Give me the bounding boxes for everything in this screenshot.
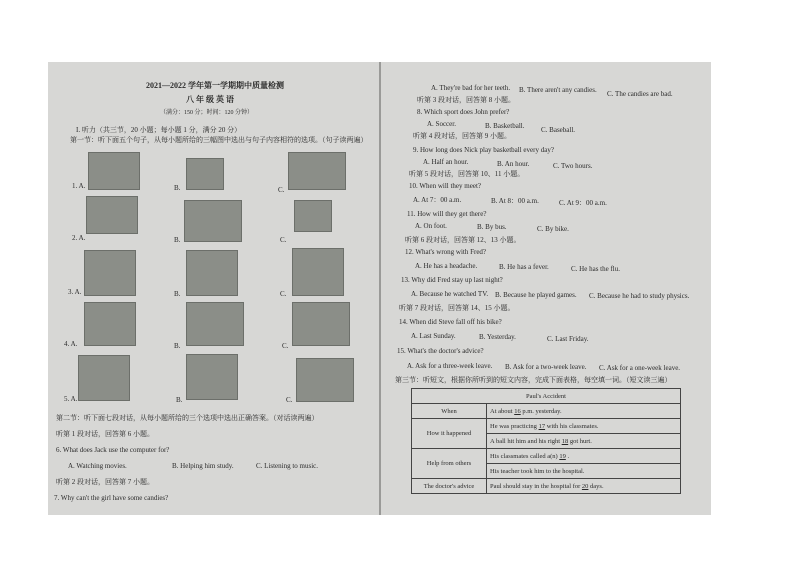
listen-6-instruction: 听第 6 段对话，回答第 12、13 小题。 [405, 236, 521, 244]
q8-option-c: C. Baseball. [541, 126, 576, 134]
pic-2b-image [184, 200, 242, 242]
row-how-value-2: A ball hit him and his right 18 got hurt. [487, 434, 681, 449]
q11-option-a: A. On foot. [415, 222, 447, 230]
pic-3a-image [84, 250, 136, 296]
exam-meta: （满分：150 分；时间：120 分钟） [160, 110, 254, 116]
question-14: 14. When did Steve fall off his bike? [399, 318, 502, 326]
q15-option-a: A. Ask for a three-week leave. [407, 362, 493, 370]
question-13: 13. Why did Fred stay up last night? [401, 276, 503, 284]
pic-row-2-label-b: B. [174, 236, 181, 244]
q13-option-b: B. Because he played games. [495, 291, 577, 299]
q6-option-b: B. Helping him study. [172, 462, 234, 470]
pic-row-3-label-c: C. [280, 290, 287, 298]
pic-2c-image [294, 200, 332, 232]
row-how-value-1: He was practicing 17 with his classmates. [487, 419, 681, 434]
pic-row-2-label-c: C. [280, 236, 287, 244]
q8-option-a: A. Soccer. [427, 120, 456, 128]
q9-option-a: A. Half an hour. [423, 158, 469, 166]
blank-16[interactable]: 16 [514, 407, 521, 415]
listen-3-instruction: 听第 3 段对话，回答第 8 小题。 [417, 96, 515, 104]
q12-option-b: B. He has a fever. [499, 263, 549, 271]
q7-option-c: C. The candies are bad. [607, 90, 673, 98]
q14-option-c: C. Last Friday. [547, 335, 589, 343]
question-6: 6. What does Jack use the computer for? [56, 446, 170, 454]
pic-row-1-label-b: B. [174, 184, 181, 192]
pic-1c-image [288, 152, 346, 190]
row-help-value-2: His teacher took him to the hospital. [487, 464, 681, 479]
pic-row-5-label-a: 5. A. [64, 395, 78, 403]
pic-5a-image [78, 355, 130, 401]
q6-option-a: A. Watching movies. [68, 462, 127, 470]
pic-2a-image [86, 196, 138, 234]
q8-option-b: B. Basketball. [485, 122, 525, 130]
section2-instruction: 第二节：听下面七段对话，从每小题所给的三个选项中选出正确答案。（对话读两遍） [56, 414, 319, 422]
q6-option-c: C. Listening to music. [256, 462, 319, 470]
question-15: 15. What's the doctor's advice? [397, 347, 484, 355]
row-how-label: How it happened [412, 419, 487, 449]
q12-option-c: C. He has the flu. [571, 265, 620, 273]
blank-20[interactable]: 20 [581, 482, 589, 490]
row-help-value-1: His classmates called a(n) 19 . [487, 449, 681, 464]
listen-5-instruction: 听第 5 段对话，回答第 10、11 小题。 [409, 170, 525, 178]
question-11: 11. How will they get there? [407, 210, 487, 218]
pic-5c-image [296, 358, 354, 402]
q9-option-b: B. An hour. [497, 160, 530, 168]
pic-1b-image [186, 158, 224, 190]
pic-row-1-label-c: C. [278, 186, 285, 194]
section1-instruction: 第一节：听下面五个句子，从每小题所给的三幅图中选出与句子内容相符的选项。（句子读两遍） [70, 136, 368, 144]
question-10: 10. When will they meet? [409, 182, 481, 190]
q10-option-c: C. At 9：00 a.m. [559, 199, 607, 207]
pic-4c-image [292, 302, 350, 346]
pic-1a-image [88, 152, 140, 190]
listen-2-instruction: 听第 2 段对话，回答第 7 小题。 [56, 478, 154, 486]
pic-row-4-label-c: C. [282, 342, 289, 350]
pic-5b-image [186, 354, 238, 400]
q13-option-c: C. Because he had to study physics. [589, 292, 690, 300]
row-doctor-value: Paul should stay in the hospital for 20 days. [487, 479, 681, 494]
q12-option-a: A. He has a headache. [415, 262, 478, 270]
question-7: 7. Why can't the girl have some candies? [54, 494, 169, 502]
question-8: 8. Which sport does John prefer? [417, 108, 510, 116]
pic-row-2-label-a: 2. A. [72, 234, 86, 242]
exam-title: 2021—2022 学年第一学期期中质量检测 [146, 81, 284, 90]
pic-row-4-label-b: B. [174, 342, 181, 350]
q9-option-c: C. Two hours. [553, 162, 593, 170]
pic-row-3-label-b: B. [174, 290, 181, 298]
pic-row-5-label-c: C. [286, 396, 293, 404]
blank-17[interactable]: 17 [538, 422, 546, 430]
row-when-value: At about 16 p.m. yesterday. [487, 404, 681, 419]
table-title: Paul's Accident [412, 389, 681, 404]
pic-3c-image [292, 248, 344, 296]
section3-instruction: 第三节：听短文，根据你所听到的短文内容，完成下面表格，每空填一词。（短文读三遍） [395, 376, 672, 384]
q7-option-a: A. They're bad for her teeth. [431, 84, 511, 92]
listen-4-instruction: 听第 4 段对话，回答第 9 小题。 [413, 132, 511, 140]
right-exam-page [381, 62, 711, 515]
blank-19[interactable]: 19 [559, 452, 566, 460]
q10-option-b: B. At 8：00 a.m. [491, 197, 539, 205]
listen-7-instruction: 听第 7 段对话，回答第 14、15 小题。 [399, 304, 515, 312]
exam-subtitle: 八 年 级 英 语 [186, 95, 234, 104]
pic-row-3-label-a: 3. A. [68, 288, 82, 296]
q11-option-c: C. By bike. [537, 225, 569, 233]
blank-18[interactable]: 18 [561, 437, 569, 445]
pic-4a-image [84, 302, 136, 346]
pic-row-5-label-b: B. [176, 396, 183, 404]
q14-option-b: B. Yesterday. [479, 333, 516, 341]
question-12: 12. What's wrong with Fred? [405, 248, 487, 256]
section1-heading: I. 听力（共三节，20 小题；每小题 1 分，满分 20 分） [76, 126, 242, 134]
q11-option-b: B. By bus. [477, 223, 507, 231]
q10-option-a: A. At 7：00 a.m. [413, 196, 462, 204]
row-doctor-label: The doctor's advice [412, 479, 487, 494]
listen-1-instruction: 听第 1 段对话，回答第 6 小题。 [56, 430, 154, 438]
q13-option-a: A. Because he watched TV. [411, 290, 489, 298]
q7-option-b: B. There aren't any candies. [519, 86, 597, 94]
pic-3b-image [186, 250, 238, 296]
q14-option-a: A. Last Sunday. [411, 332, 456, 340]
q15-option-b: B. Ask for a two-week leave. [505, 363, 587, 371]
pic-row-1-label-a: 1. A. [72, 182, 86, 190]
left-exam-page [48, 62, 380, 515]
row-when-label: When [412, 404, 487, 419]
question-9: 9. How long does Nick play basketball every day? [413, 146, 554, 154]
pic-row-4-label-a: 4. A. [64, 340, 78, 348]
row-help-label: Help from others [412, 449, 487, 479]
paul-accident-table [411, 388, 681, 494]
q15-option-c: C. Ask for a one-week leave. [599, 364, 681, 372]
pic-4b-image [186, 302, 244, 346]
